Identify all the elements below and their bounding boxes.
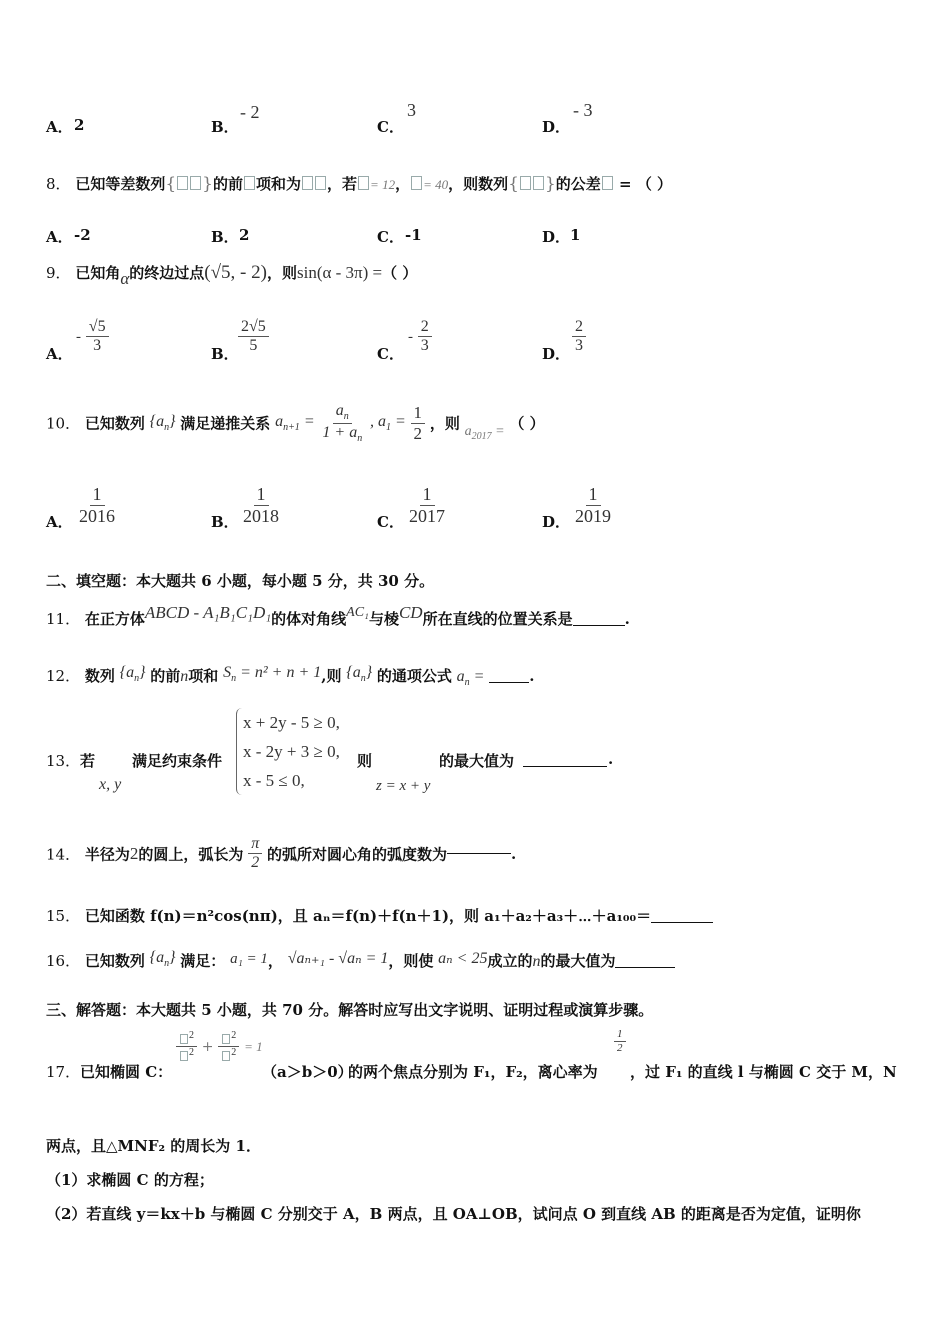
q9-option-a-sign: -: [76, 328, 81, 345]
q10-option-b-num: 1: [254, 484, 269, 506]
q9-text-1: 已知角: [75, 264, 121, 282]
q14-answer-blank[interactable]: [447, 853, 511, 854]
q7-option-b-value: - 2: [240, 102, 260, 122]
q9-stem: [46, 262, 417, 289]
q8-missing-glyph: [244, 176, 255, 190]
q17-missing-glyph: [180, 1051, 188, 1061]
q8-option-c-value: -1: [405, 226, 422, 244]
q10-stem: [46, 402, 545, 444]
q10-fraction: [319, 402, 365, 444]
q17-eccentricity-num: 1: [614, 1028, 626, 1042]
section-3-heading: 三、解答题：本大题共 5 小题，共 70 分。解答时应写出文字说明、证明过程或演算步骤。: [46, 1001, 654, 1019]
q12-sum-rhs: = n² + n + 1: [236, 664, 322, 681]
q10-half-num: 1: [411, 403, 426, 424]
q15-stem: [46, 905, 713, 926]
q9-option-c-den: 3: [420, 337, 429, 355]
q9-text-2: 的终边过点: [129, 264, 205, 282]
q13-text-5: .: [608, 750, 614, 768]
q10-option-a-den: 2016: [79, 505, 115, 526]
q8-missing-glyph: [358, 176, 369, 190]
q8-missing-glyph: [520, 176, 531, 190]
q10-option-d-num: 1: [586, 484, 601, 506]
q13-constraint-3: x - 5 ≤ 0,: [243, 771, 305, 790]
q15-answer-blank[interactable]: [651, 922, 713, 923]
q9-option-a-fraction: [86, 318, 109, 356]
q13-answer-blank[interactable]: [523, 752, 607, 767]
q12-text-6: .: [529, 667, 535, 685]
q14-text-3: 的弧所对圆心角的弧度数为: [266, 845, 447, 864]
q10-equals: =: [299, 413, 315, 431]
q16-sequence: $\{a_n\}$: [149, 949, 176, 970]
q7-option-a-value: 2: [74, 116, 85, 134]
q16-condition-1: a₁ = 1: [230, 951, 268, 967]
q14-text-4: .: [511, 844, 517, 863]
q10-half-den: 2: [413, 423, 423, 443]
q9-option-d-value: [572, 318, 586, 356]
q9-option-a-label: A．: [46, 345, 73, 363]
q10-text-3: ，则: [429, 414, 460, 433]
q16-answer-blank[interactable]: [615, 967, 675, 968]
q8-text-6: ，则数列: [448, 175, 509, 193]
q17-ellipse-frac-2: [218, 1030, 239, 1064]
q12-text-1: 数列: [84, 667, 115, 685]
q10-target-var: a: [464, 424, 472, 440]
q8-missing-glyph: [190, 176, 201, 190]
q15-number: 15．: [46, 907, 81, 925]
q7-option-d-value: - 3: [573, 100, 593, 120]
q16-seq-sub: n: [164, 958, 170, 970]
q13-constraint-2: x - 2y + 3 ≥ 0,: [243, 742, 340, 761]
q12-answer-blank[interactable]: [489, 682, 529, 683]
q9-option-c-value: [408, 318, 432, 356]
q10-frac-den-sub: n: [357, 432, 363, 444]
q8-missing-glyph: [177, 176, 188, 190]
q12-sequence-2: $\{a_n\}$: [346, 664, 373, 685]
q7-option-c-value: 3: [407, 100, 416, 120]
q16-stem: [46, 948, 675, 971]
q9-number: 9．: [46, 264, 71, 282]
q8-text-7: 的公差: [555, 175, 601, 193]
q9-option-d-den: 3: [575, 337, 583, 355]
q10-option-b-fraction: [240, 484, 282, 526]
q7-option-c-label: C．: [377, 118, 404, 136]
q10-seq-var: a: [156, 413, 165, 431]
q13-text-1: 若: [80, 752, 96, 770]
q11-stem: [46, 603, 630, 629]
q8-text-1: 已知等差数列: [75, 175, 166, 193]
q8-option-d-value: 1: [570, 226, 581, 244]
q10-lhs-sub: n+1: [283, 422, 300, 434]
q9-option-c-sign: -: [408, 328, 413, 345]
q17-eccentricity: [614, 1028, 626, 1054]
q12-seq-sub-2: n: [360, 673, 366, 685]
q10-lhs: a: [275, 413, 284, 431]
q11-text-1: 在正方体: [84, 610, 145, 628]
q12-general-term: [456, 668, 485, 689]
q10-text-2: 满足递推关系: [180, 414, 271, 433]
q17-part-1: （1）求椭圆 C 的方程；: [46, 1171, 214, 1189]
q13-constraint-system: [236, 708, 340, 795]
q8-missing-glyph: [315, 176, 326, 190]
q14-text-2: 的圆上，弧长为: [138, 845, 244, 864]
section-2-heading: 二、填空题：本大题共 6 小题，每小题 5 分，共 30 分。: [46, 572, 435, 590]
q8-option-b-label: B．: [211, 228, 239, 246]
q11-answer-blank[interactable]: [573, 625, 625, 626]
q9-option-b-den: 5: [249, 337, 258, 355]
q16-n: n: [532, 953, 541, 970]
q8-missing-glyph: [302, 176, 313, 190]
q7-option-b-label: B．: [211, 118, 239, 136]
q8-seq-open: {: [165, 174, 177, 194]
q11-number: 11．: [46, 610, 81, 628]
q16-text-3: ，: [267, 952, 283, 970]
q17-ellipse-frac-2-den: 2: [218, 1047, 239, 1063]
q10-option-d-den: 2019: [575, 505, 611, 526]
q17-ellipse-frac-1-den: 2: [176, 1047, 197, 1063]
q7-option-d-label: D．: [542, 118, 571, 136]
q7-option-a-label: A．: [46, 118, 73, 136]
q8-option-b-value: 2: [239, 226, 250, 244]
q9-option-c-fraction: [418, 318, 432, 356]
q9-option-c-num: 2: [418, 318, 432, 337]
q10-frac-num-var: a: [335, 402, 344, 419]
q10-option-c-num: 1: [420, 484, 435, 506]
q8-text-8: = （ ）: [613, 175, 673, 193]
q10-option-a-fraction: [76, 484, 118, 526]
q9-text-4: （ ）: [382, 264, 418, 282]
q10-text-4: （ ）: [509, 414, 545, 433]
q14-text-1: 半径为: [84, 845, 130, 864]
q16-seq-var: a: [156, 949, 165, 966]
q17-equals-one: = 1: [244, 1038, 263, 1054]
q12-text-4: ,则: [321, 667, 342, 685]
q9-expression: sin(α - 3π) =: [296, 263, 383, 282]
q8-stem: [46, 173, 672, 194]
q16-condition-2: √aₙ₊₁ - √aₙ = 1: [287, 950, 389, 967]
q13-text-4: 的最大值为: [439, 752, 515, 770]
q8-number: 8．: [46, 175, 71, 193]
q16-text-4: ，则使: [388, 952, 434, 970]
q17-ellipse-frac-1: [176, 1030, 197, 1064]
q11-text-5: .: [624, 610, 630, 628]
q8-option-d-label: D．: [542, 228, 571, 246]
q10-half: [411, 403, 426, 443]
q17-line-2: 两点，且△MNF₂ 的周长为 1．: [46, 1137, 261, 1155]
q11-edge: CD: [398, 603, 423, 622]
q10-option-c-den: 2017: [409, 505, 445, 526]
q14-stem: [46, 835, 516, 873]
q12-seq-sub: n: [134, 673, 140, 685]
q17-missing-glyph: [222, 1051, 230, 1061]
q16-number: 16．: [46, 952, 81, 970]
q10-number: 10．: [46, 414, 81, 433]
q10-option-d-fraction: [572, 484, 614, 526]
q12-sequence: $\{a_n\}$: [119, 664, 146, 685]
q10-recurrence: [275, 413, 315, 434]
q8-seq-close: }: [202, 174, 213, 194]
q13-constraint-1: x + 2y - 5 ≥ 0,: [243, 713, 340, 732]
q16-text-6: 的最大值为: [540, 952, 616, 970]
q8-text-2: 的前: [213, 175, 244, 193]
q10-frac-den-var: 1 + a: [322, 423, 358, 441]
q14-radius: 2: [129, 843, 139, 863]
q14-arc-length: [248, 835, 262, 873]
q10-target: [464, 424, 505, 442]
q10-initial-var: , a: [369, 413, 386, 431]
q9-option-c-label: C．: [377, 345, 404, 363]
q8-text-3: 项和为: [256, 175, 302, 193]
q13-variables: x, y: [99, 776, 122, 793]
q17-number: 17．: [46, 1063, 81, 1081]
q12-number: 12．: [46, 667, 81, 685]
q13-objective: z = x + y: [376, 778, 431, 794]
q17-part-2: （2）若直线 y＝kx＋b 与椭圆 C 分别交于 A，B 两点，且 OA⊥OB，试问点 O 到直线 AB 的距离是否为定值，证明你: [46, 1205, 861, 1223]
q12-n: n: [180, 668, 189, 685]
q17-eccentricity-den: 2: [617, 1041, 623, 1054]
q8-option-a-label: A．: [46, 228, 73, 246]
q16-condition-3: aₙ < 25: [438, 950, 488, 967]
q12-equals: =: [469, 668, 485, 685]
q10-target-sub: 2017: [471, 430, 492, 442]
q8-condition-1: = 12: [370, 177, 396, 192]
q12-seq-var: a: [126, 664, 135, 681]
q10-option-c-fraction: [406, 484, 448, 526]
q12-general-var: a: [456, 668, 465, 685]
q10-option-b-den: 2018: [243, 505, 279, 526]
q10-frac-num: [333, 402, 352, 424]
q9-option-b-num: 2√5: [238, 318, 269, 337]
q8-seq-close-2: }: [544, 174, 556, 194]
q12-sum-formula: [223, 664, 322, 685]
q9-option-d-num: 2: [572, 318, 586, 337]
q10-seq-sub: n: [164, 422, 170, 434]
q13-text-2: 满足约束条件: [132, 752, 223, 770]
q9-option-a-value: [76, 318, 109, 356]
q10-option-c-label: C．: [377, 513, 404, 531]
q12-general-sub: n: [464, 677, 470, 689]
q11-text-2: 的体对角线: [271, 610, 347, 628]
q10-option-a-label: A．: [46, 513, 73, 531]
q17-ellipse-frac-1-num: 2: [176, 1030, 197, 1047]
q17-missing-glyph: [180, 1034, 188, 1044]
q17-text-3: ，过 F₁ 的直线 l 与椭圆 C 交于 M，N: [630, 1063, 897, 1081]
q17-text-1: 已知椭圆 C：: [80, 1063, 173, 1081]
q10-initial-sub: 1: [385, 422, 391, 434]
q17-ellipse-equation: [176, 1030, 263, 1064]
q10-option-d-label: D．: [542, 513, 571, 531]
q10-initial: [369, 413, 406, 434]
q14-arc-num: π: [248, 835, 262, 854]
q11-diagonal: AC₁: [346, 605, 369, 620]
q8-text-5: ，: [395, 175, 411, 193]
q17-missing-glyph: [222, 1034, 230, 1044]
q14-arc-den: 2: [251, 854, 260, 872]
q12-text-5: 的通项公式: [376, 667, 452, 685]
q12-stem: [46, 664, 534, 688]
q9-alpha: α: [120, 269, 130, 288]
q12-text-2: 的前: [150, 667, 181, 685]
q10-frac-num-sub: n: [343, 411, 349, 423]
q10-option-b-label: B．: [211, 513, 239, 531]
q9-option-b-value: [238, 318, 269, 356]
q17-text-2: 的两个焦点分别为 F₁，F₂，离心率为: [348, 1063, 598, 1081]
q16-text-5: 成立的: [487, 952, 533, 970]
q17-inequality: （a＞b＞0）: [262, 1063, 353, 1081]
q12-text-3: 项和: [188, 667, 219, 685]
q8-condition-2: = 40: [423, 177, 449, 192]
q11-text-3: 与棱: [368, 610, 399, 628]
q10-frac-den: [319, 424, 365, 445]
q9-option-b-label: B．: [211, 345, 239, 363]
q12-sum-sub: n: [231, 673, 237, 685]
q14-number: 14．: [46, 845, 81, 864]
q9-option-b-fraction: [238, 318, 269, 356]
q17-ellipse-frac-2-num: 2: [218, 1030, 239, 1047]
q8-seq-open-2: {: [508, 174, 519, 194]
q12-seq-var-2: a: [352, 664, 361, 681]
q9-point: (√5, - 2): [204, 262, 267, 283]
q10-option-a-num: 1: [90, 484, 105, 506]
q17-plus-sign: +: [201, 1038, 214, 1055]
q12-sum-var: S: [223, 664, 232, 681]
q9-text-3: ，则: [266, 264, 297, 282]
q8-missing-glyph: [533, 176, 544, 190]
q10-sequence: $\{a_n\}$: [149, 413, 176, 434]
q13-number: 13．: [46, 752, 81, 770]
q10-equals-3: =: [491, 424, 505, 440]
q10-equals-2: =: [390, 413, 406, 431]
q11-text-4: 所在直线的位置关系是: [422, 610, 573, 628]
q9-option-a-den: 3: [93, 337, 102, 355]
q9-option-a-num: √5: [86, 318, 109, 337]
q9-option-d-fraction: [572, 318, 586, 356]
q8-missing-glyph: [411, 176, 422, 190]
q8-option-c-label: C．: [377, 228, 404, 246]
q9-option-d-label: D．: [542, 345, 571, 363]
q13-text-3: 则: [357, 752, 373, 770]
q8-text-4: ，若: [327, 175, 358, 193]
q10-text-1: 已知数列: [84, 414, 145, 433]
q16-text-2: 满足：: [180, 952, 226, 970]
q16-text-1: 已知数列: [84, 952, 145, 970]
q15-text: 已知函数 f(n)＝n²cos(nπ)，且 aₙ＝f(n)＋f(n＋1)，则 a₁＋a₂＋a₃＋⋯＋a₁₀₀＝: [84, 907, 652, 925]
q8-missing-glyph: [602, 176, 613, 190]
q8-option-a-value: -2: [74, 226, 91, 244]
q11-cube: ABCD - A₁B₁C₁D₁: [144, 603, 272, 622]
